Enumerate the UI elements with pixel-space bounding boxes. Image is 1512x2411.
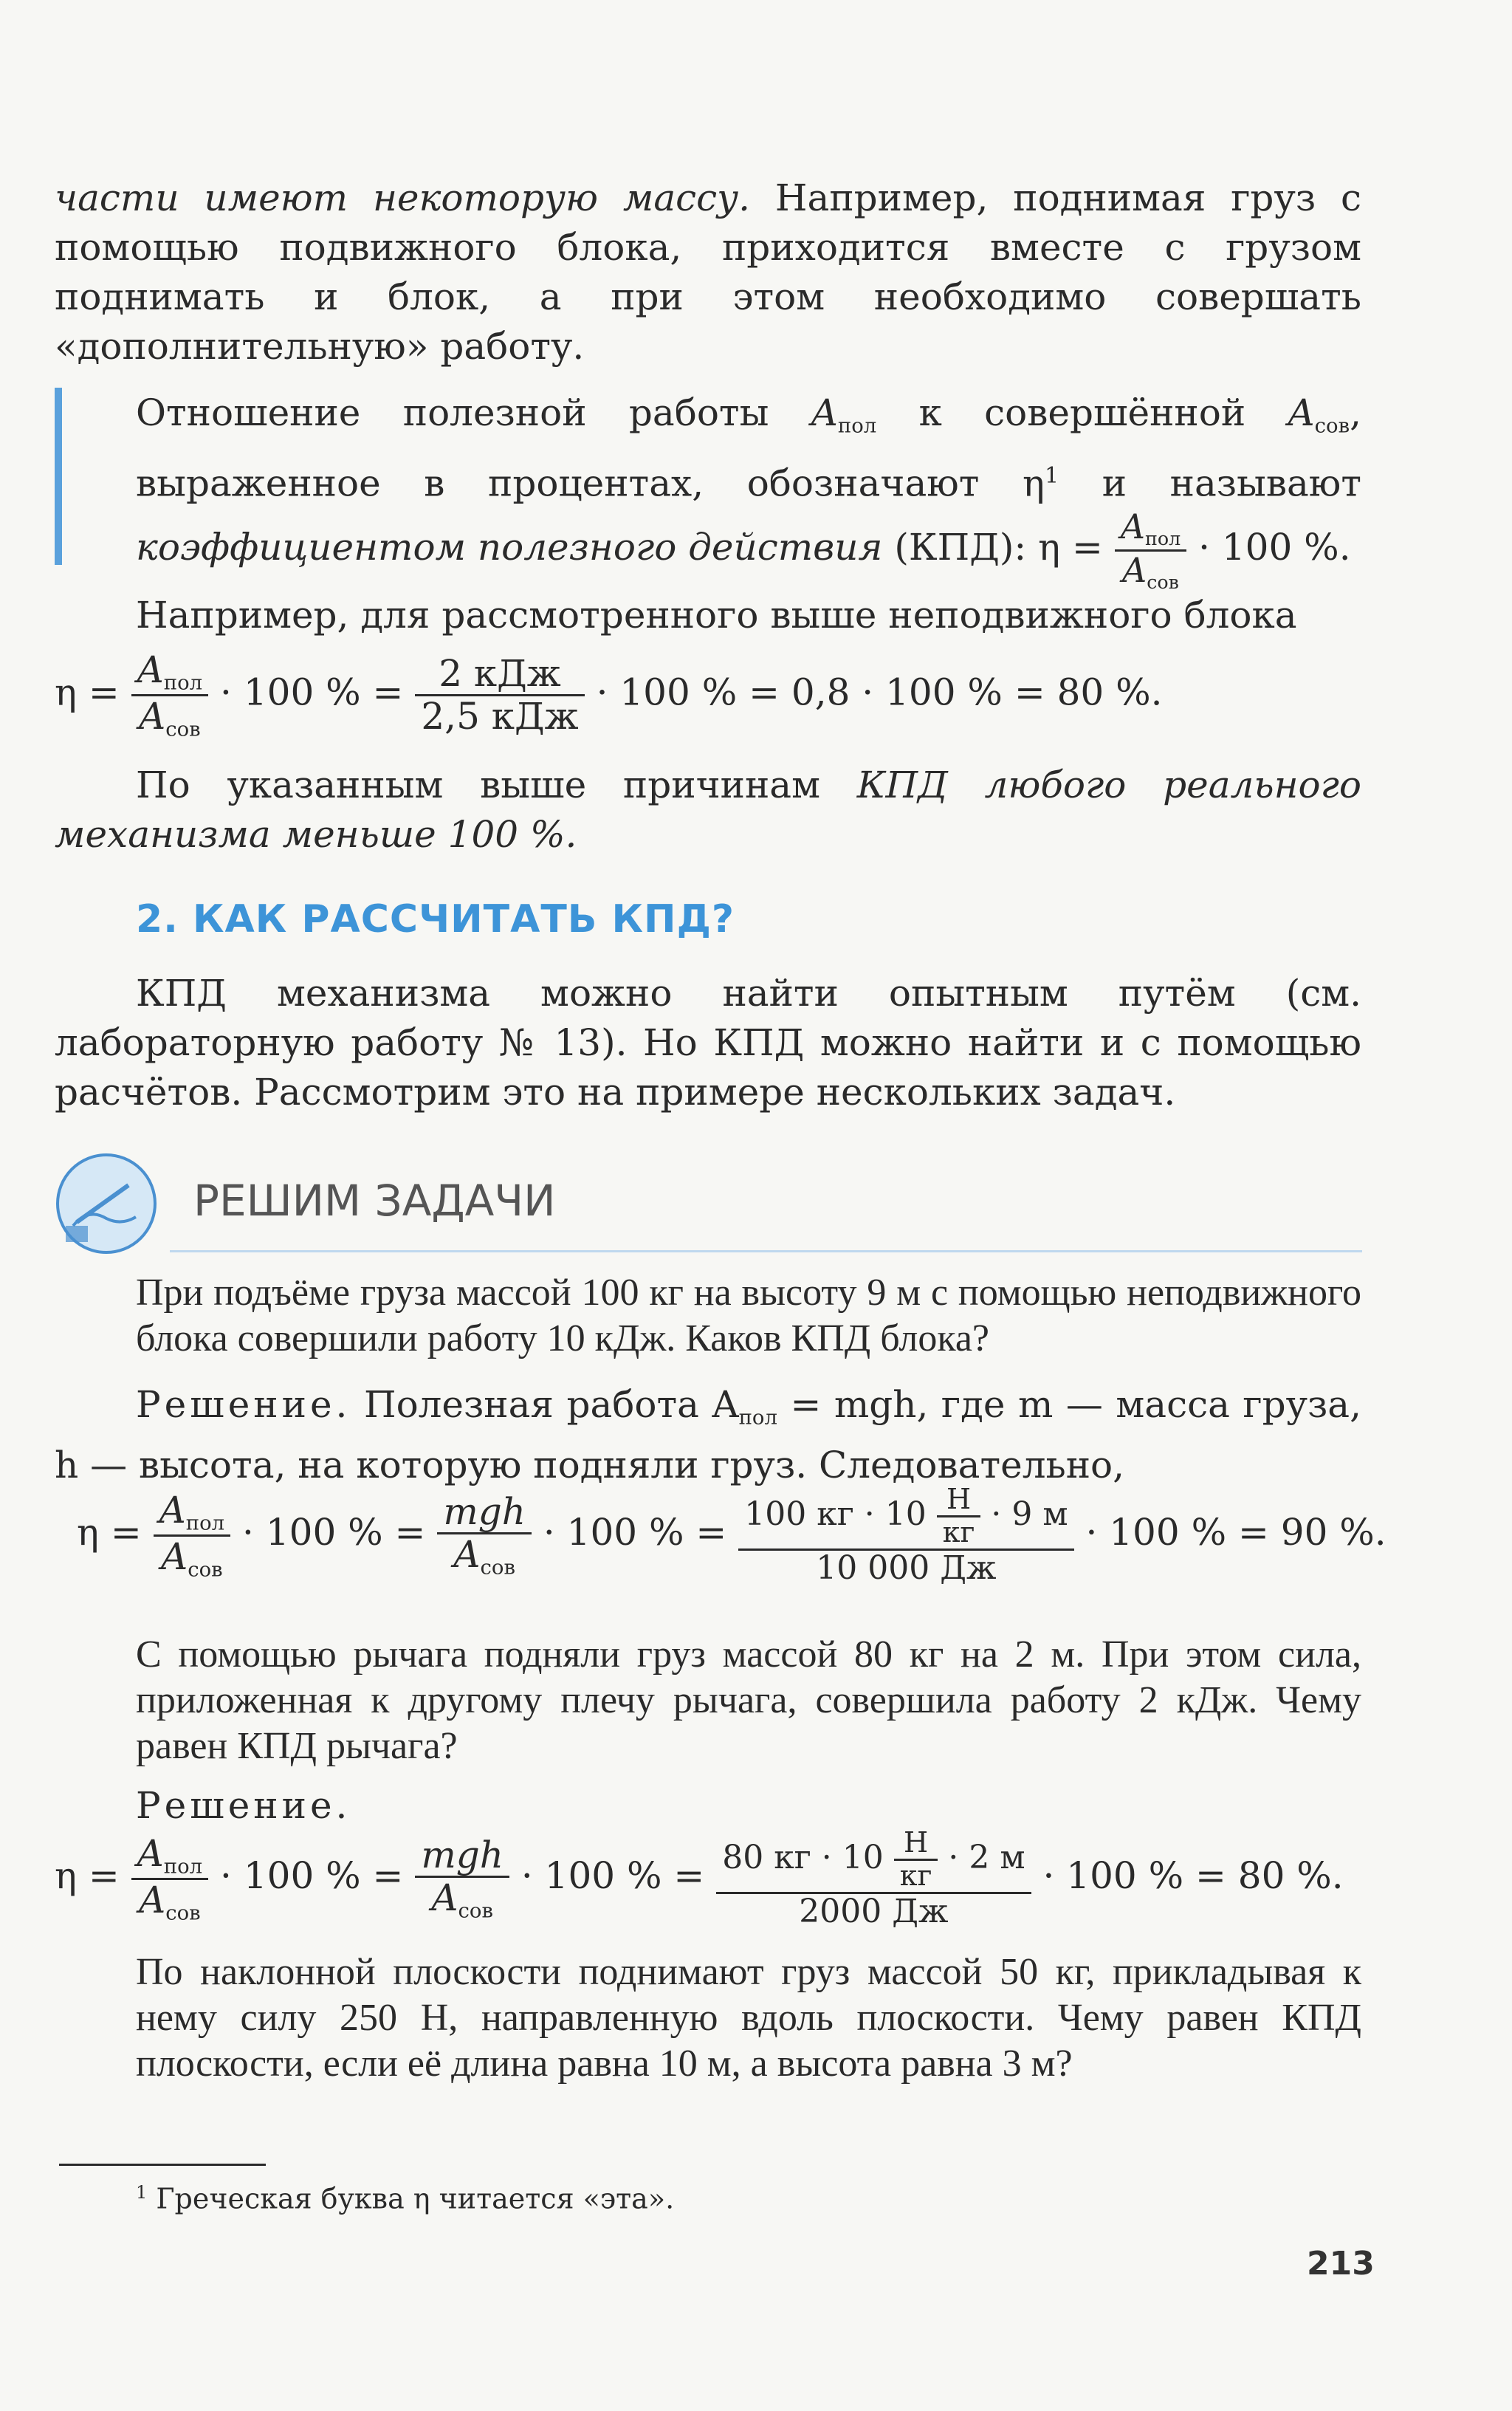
solve-divider: [170, 1250, 1362, 1252]
def-part1: Отношение полезной работы: [136, 391, 811, 434]
def-times100: · 100 %.: [1186, 526, 1351, 569]
example1-intro: Например, для рассмотренного выше неподвижного блока: [136, 594, 1297, 637]
def-part5: (КПД): η =: [882, 526, 1115, 569]
conclusion: По указанным выше причинам КПД любого реального механизма меньше 100 %.: [55, 764, 1361, 856]
task2-equation: η = $\frac{A_{пол}}{A_{сов}}$ · 100 % = $\frac{\text{mgh}}{A_{сов}}$ · 100 % = 80 кг · 10 $\frac{Н}{кг}$ · 2 м 2000 Дж · 100 % = 80 %.: [55, 1826, 1344, 1930]
footnote: $^1$ Греческая буква η читается «эта».: [136, 2182, 675, 2215]
intro-text: Например, поднимая груз с помощью подвижного блока, приходится вместе с грузом поднимать и блок, а при этом необходимо совершать «дополнительную» работу.: [55, 176, 1362, 368]
def-term: коэффициентом полезного действия: [136, 526, 883, 569]
def-part4: и называют: [1059, 462, 1361, 505]
task2-statement: С помощью рычага подняли груз массой 80 кг на 2 м. При этом сила, приложенная к другому плечу рычага, совершила работу 2 кДж. Чему равен КПД рычага?: [136, 1633, 1361, 1767]
intro-italic: части имеют некоторую массу.: [55, 176, 751, 219]
definition-accent-bar: [55, 388, 62, 565]
task3-statement: По наклонной плоскости поднимают груз массой 50 кг, прикладывая к нему силу 250 Н, направленную вдоль плоскости. Чему равен КПД плоскости, если её длина равна 10 м, а высота равна 3 м?: [136, 1951, 1361, 2085]
solve-heading: РЕШИМ ЗАДАЧИ: [193, 1176, 556, 1226]
task1-equation: η = $\frac{A_{пол}}{A_{сов}}$ · 100 % = $\frac{\text{mgh}}{A_{сов}}$ · 100 % = 100 кг · 10 $\frac{Н}{кг}$ · 9 м 10 000 Дж · 100 % = 90 %.: [77, 1483, 1386, 1587]
def-A: A: [811, 391, 838, 434]
task2-solution-label: Решение.: [136, 1784, 351, 1827]
example1-frac-b: $\frac{\text{2 кДж}}{\text{2,5 кДж}}$: [415, 654, 584, 737]
def-sub-pol: пол: [837, 414, 877, 438]
pencil-icon: [55, 1152, 158, 1255]
footnote-divider: [59, 2164, 266, 2166]
example1-equation: η = $\frac{A_{пол}}{A_{сов}}$ · 100 % = $\frac{\text{2 кДж}}{\text{2,5 кДж}}$ · 100 % = 0,8 · 100 % = 80 %.: [55, 648, 1163, 741]
paragraph-intro: [55, 174, 1361, 371]
task1-solution: Решение. Полезная работа $A_{пол}$ = mgh, где m — масса груза, h — высота, на которую подняли груз. Следовательно,: [55, 1383, 1362, 1486]
section2-text: КПД механизма можно найти опытным путём (см. лабораторную работу № 13). Но КПД можно найти и с помощью расчётов. Рассмотрим это на примере нескольких задач.: [55, 972, 1361, 1114]
def-part2: к совершённой: [876, 391, 1288, 434]
def-part3: , выраженное в процентах, обозначают η: [136, 391, 1362, 505]
def-fraction: $\frac{A_{пол}}{A_{сов}}$: [1115, 508, 1186, 592]
section-heading: 2. КАК РАССЧИТАТЬ КПД?: [136, 897, 735, 942]
footnote-mark: 1: [1045, 462, 1059, 489]
definition-block: Отношение полезной работы $A_{пол}$ к совершённой $A_{сов}$, выраженное в процентах, обозначают $\eta^1$ и называют коэффициентом полезного действия (КПД): η = $\frac{A_{пол}}{A_{сов}}$ · 100 %.: [55, 388, 1361, 593]
example1-frac-a: $\frac{A_{пол}}{A_{сов}}$: [131, 650, 208, 741]
task1-statement: При подъёме груза массой 100 кг на высоту 9 м с помощью неподвижного блока совершили работу 10 кДж. Каков КПД блока?: [136, 1272, 1361, 1359]
page-number: 213: [1307, 2245, 1375, 2283]
